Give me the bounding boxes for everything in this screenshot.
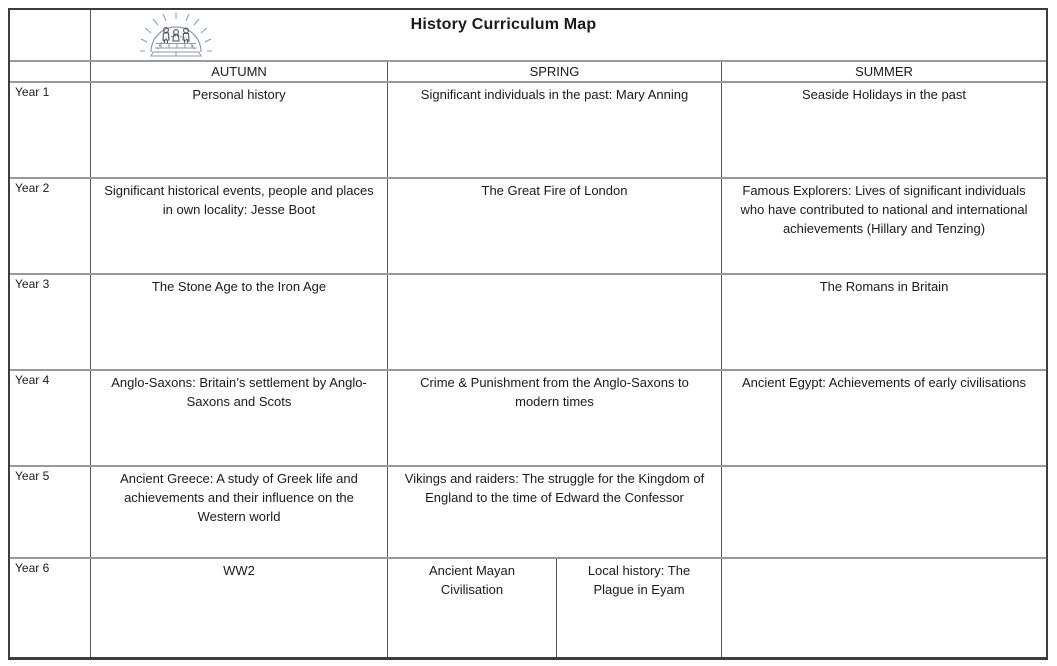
table-row-year-2 xyxy=(10,177,1046,273)
topic-year2-autumn: Significant historical events, people and places in own locality: Jesse Boot xyxy=(104,183,374,217)
table-row-year-3 xyxy=(10,273,1046,369)
year-label: Year 3 xyxy=(15,277,50,291)
curriculum-map-table xyxy=(8,8,1048,660)
topic-year6-spring-2: Local history: The Plague in Eyam xyxy=(587,563,691,597)
table-row-year-6 xyxy=(10,557,1046,657)
header-spacer xyxy=(10,62,90,81)
topic-year3-autumn: The Stone Age to the Iron Age xyxy=(151,279,327,294)
topic-year1-summer: Seaside Holidays in the past xyxy=(801,87,967,102)
topic-year3-spring xyxy=(388,275,721,277)
column-header-spring: SPRING xyxy=(387,62,721,81)
topic-year2-spring: The Great Fire of London xyxy=(481,183,628,198)
year-label: Year 2 xyxy=(15,181,50,195)
year6-spring-split-cell xyxy=(388,559,721,657)
topic-year1-autumn: Personal history xyxy=(192,87,286,102)
topic-year1-spring: Significant individuals in the past: Mary Anning xyxy=(420,87,689,102)
title-row-spacer xyxy=(10,10,90,60)
topic-year4-spring: Crime & Punishment from the Anglo-Saxons to modern times xyxy=(420,375,689,409)
title-row xyxy=(10,10,1046,60)
table-row-year-1 xyxy=(10,81,1046,177)
season-header-row xyxy=(10,60,1046,81)
table-row-year-5 xyxy=(10,465,1046,557)
topic-year6-summer xyxy=(722,559,1046,561)
year-label: Year 4 xyxy=(15,373,50,387)
topic-year6-autumn: WW2 xyxy=(223,563,255,578)
year-label: Year 6 xyxy=(15,561,50,575)
topic-year6-spring-1: Ancient Mayan Civilisation xyxy=(429,563,515,597)
title-cell xyxy=(90,10,1046,60)
topic-year2-summer: Famous Explorers: Lives of significant individuals who have contributed to national and international achievements (Hillary and Tenzing) xyxy=(740,183,1028,236)
table-row-year-4 xyxy=(10,369,1046,465)
page-title: History Curriculum Map xyxy=(410,16,597,33)
column-header-autumn: AUTUMN xyxy=(90,62,387,81)
column-header-summer: SUMMER xyxy=(721,62,1046,81)
topic-year3-summer: The Romans in Britain xyxy=(819,279,949,294)
year-label: Year 1 xyxy=(15,85,50,99)
school-sunrise-logo-icon xyxy=(139,12,213,59)
topic-year4-autumn: Anglo-Saxons: Britain’s settlement by Anglo-Saxons and Scots xyxy=(111,375,367,409)
topic-year5-autumn: Ancient Greece: A study of Greek life and achievements and their influence on the Western world xyxy=(120,471,358,524)
topic-year4-summer: Ancient Egypt: Achievements of early civilisations xyxy=(742,375,1026,390)
topic-year5-summer xyxy=(722,467,1046,469)
year-label: Year 5 xyxy=(15,469,50,483)
topic-year5-spring: Vikings and raiders: The struggle for the Kingdom of England to the time of Edward the Confessor xyxy=(404,471,705,505)
